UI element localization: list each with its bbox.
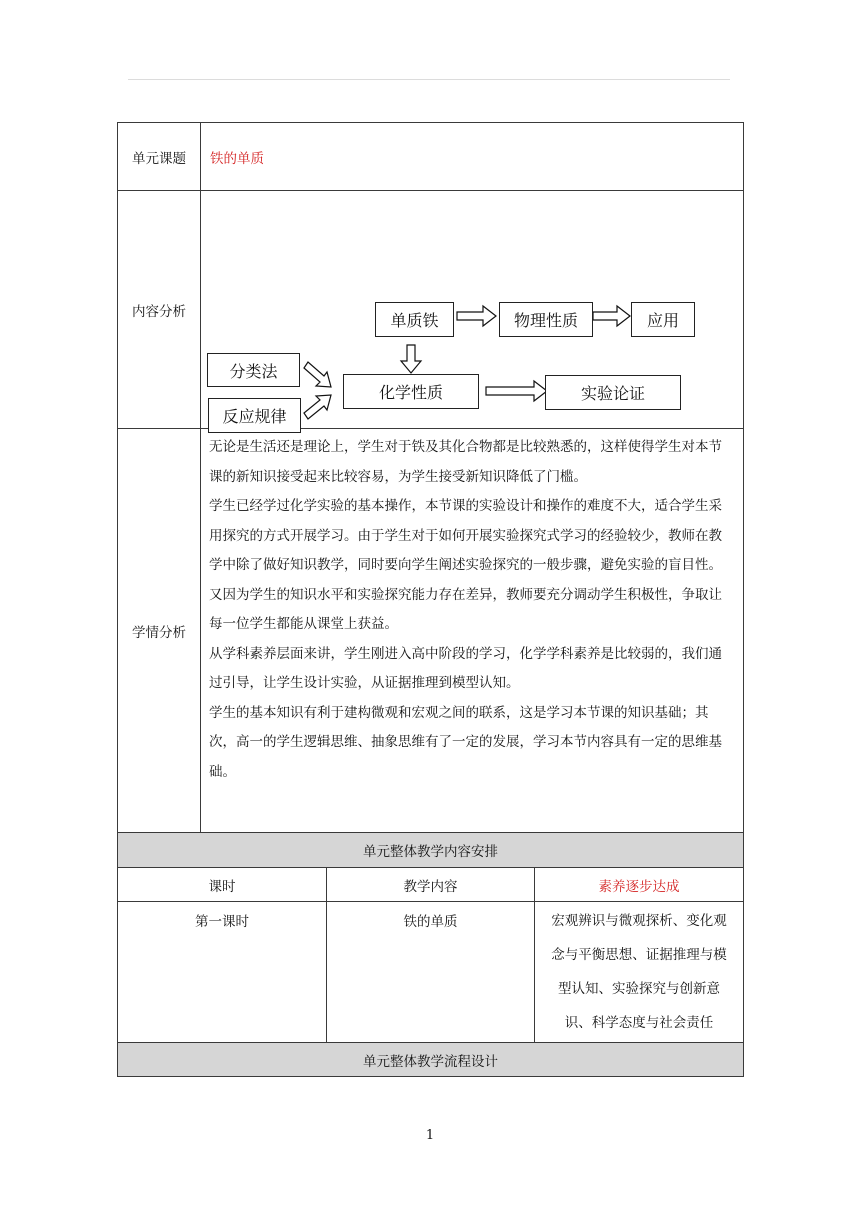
content-diagram-cell — [201, 191, 744, 429]
header-ability: 素养逐步达成 — [535, 868, 744, 902]
node-single-iron: 单质铁 — [375, 302, 454, 337]
unit-value: 铁的单质 — [201, 123, 744, 191]
node-chemical-property: 化学性质 — [343, 374, 479, 409]
node-experiment: 实验论证 — [545, 375, 681, 410]
arrow-chemical-to-experiment — [486, 381, 547, 401]
content-analysis-label: 内容分析 — [118, 191, 201, 429]
student-paragraph: 无论是生活还是理论上，学生对于铁及其化合物都是比较熟悉的，这样使得学生对本节课的新知识接受起来比较容易，为学生接受新知识降低了门槛。 — [209, 439, 722, 485]
header-content: 教学内容 — [327, 868, 535, 902]
unit-row — [118, 123, 744, 191]
ability-line: 宏观辨识与微观探析、变化观 — [551, 913, 727, 929]
ability-line: 念与平衡思想、证据推理与模 — [551, 947, 727, 963]
student-paragraph: 学生的基本知识有利于建构微观和宏观之间的联系，这是学习本节课的知识基础；其次，高一的学生逻辑思维、抽象思维有了一定的发展，学习本节内容具有一定的思维基础。 — [209, 704, 722, 780]
node-classification: 分类法 — [207, 353, 300, 387]
node-application: 应用 — [631, 302, 695, 337]
arrow-iron-to-chemical — [401, 345, 421, 373]
unit-label: 单元课题 — [118, 123, 201, 191]
arrow-classification-to-chemical — [304, 362, 331, 387]
page-number: 1 — [425, 1128, 435, 1143]
arrow-physical-to-application — [593, 306, 630, 326]
student-analysis-text — [201, 429, 744, 833]
node-physical-property: 物理性质 — [499, 302, 593, 337]
flow-title-row — [118, 1043, 744, 1077]
arrangement-header-row — [118, 868, 744, 902]
flow-title: 单元整体教学流程设计 — [118, 1043, 744, 1077]
arrangement-title-row — [118, 833, 744, 868]
lesson-content: 铁的单质 — [327, 902, 535, 1043]
ability-line: 识、科学态度与社会责任 — [564, 1015, 714, 1031]
student-analysis-label: 学情分析 — [118, 429, 201, 833]
node-reaction-rules: 反应规律 — [208, 398, 301, 433]
lesson-row — [118, 902, 744, 1043]
lesson-period: 第一课时 — [118, 902, 327, 1043]
student-paragraph: 从学科素养层面来讲，学生刚进入高中阶段的学习，化学学科素养是比较弱的，我们通过引导，让学生设计实验，从证据推理到模型认知。 — [209, 645, 722, 691]
student-analysis-row — [118, 429, 744, 833]
ability-line: 型认知、实验探究与创新意 — [558, 981, 720, 997]
arrow-rules-to-chemical — [304, 395, 331, 419]
lesson-ability — [535, 902, 744, 1043]
lesson-plan-table — [117, 122, 744, 1077]
arrow-iron-to-physical — [457, 306, 496, 326]
concept-diagram — [201, 191, 743, 427]
header-lesson: 课时 — [118, 868, 327, 902]
content-analysis-row — [118, 191, 744, 429]
student-paragraph: 学生已经学过化学实验的基本操作，本节课的实验设计和操作的难度不大，适合学生采用探究的方式开展学习。由于学生对于如何开展实验探究式学习的经验较少，教师在教学中除了做好知识教学，同时要向学生阐述实验探究的一般步骤，避免实验的盲目性。又因为学生的知识水平和实验探究能力存在差异，教师要充分调动学生积极性，争取让每一位学生都能从课堂上获益。 — [209, 498, 722, 632]
arrangement-title: 单元整体教学内容安排 — [118, 833, 744, 868]
header-rule — [128, 79, 730, 80]
